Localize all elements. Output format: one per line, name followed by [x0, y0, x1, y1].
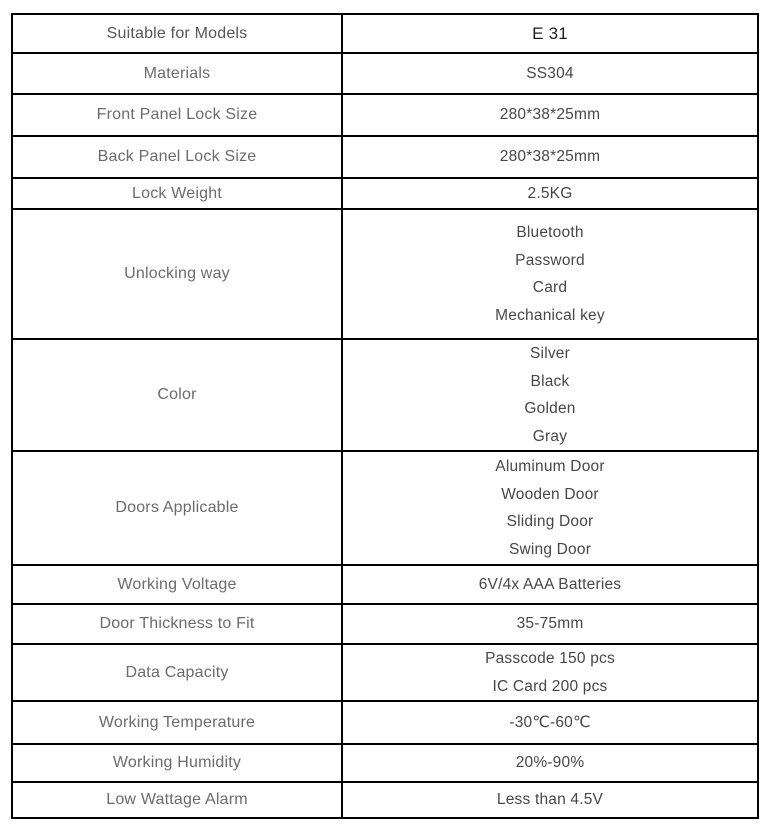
spec-value-line: Less than 4.5V [496, 791, 604, 809]
spec-value-line: 2.5KG [527, 184, 573, 202]
spec-label-door-thickness-to-fit: Door Thickness to Fit [12, 604, 342, 644]
spec-value-low-wattage-alarm [342, 782, 758, 818]
spec-value-line: Mechanical key [495, 306, 605, 324]
spec-value-line: IC Card 200 pcs [492, 677, 608, 695]
spec-value-working-voltage [342, 565, 758, 604]
spec-value-line: Card [532, 279, 568, 296]
spec-label-working-voltage: Working Voltage [12, 565, 342, 604]
spec-value-line: Sliding Door [506, 513, 594, 530]
spec-value-line: -30℃-60℃ [509, 713, 591, 731]
spec-value-back-panel-lock-size [342, 136, 758, 178]
spec-value-line: 35-75mm [516, 615, 584, 633]
spec-label-materials: Materials [12, 53, 342, 94]
spec-value-materials [342, 53, 758, 94]
table-row [12, 209, 758, 339]
spec-value-line: 280*38*25mm [499, 106, 601, 124]
spec-label-color: Color [12, 339, 342, 451]
table-row [12, 744, 758, 782]
spec-value-line: Wooden Door [501, 485, 599, 503]
table-row [12, 94, 758, 136]
spec-value-color [342, 339, 758, 451]
table-row [12, 136, 758, 178]
spec-value-door-thickness-to-fit [342, 604, 758, 644]
spec-value-line: SS304 [526, 64, 574, 82]
spec-label-unlocking-way: Unlocking way [12, 209, 342, 339]
spec-value-line: Aluminum Door [495, 458, 605, 475]
spec-value-line: Gray [532, 427, 568, 445]
table-row [12, 604, 758, 644]
spec-value-working-temperature [342, 701, 758, 744]
table-row [12, 178, 758, 209]
spec-label-suitable-for-models: Suitable for Models [12, 14, 342, 53]
spec-value-line: 20%-90% [515, 754, 585, 772]
spec-value-front-panel-lock-size [342, 94, 758, 136]
product-spec-table [11, 13, 759, 819]
table-row [12, 701, 758, 744]
spec-label-front-panel-lock-size: Front Panel Lock Size [12, 94, 342, 136]
spec-value-line: 6V/4x AAA Batteries [478, 575, 622, 593]
spec-label-low-wattage-alarm: Low Wattage Alarm [12, 782, 342, 818]
spec-value-doors-applicable [342, 451, 758, 565]
spec-value-line: 280*38*25mm [499, 148, 601, 166]
spec-label-back-panel-lock-size: Back Panel Lock Size [12, 136, 342, 178]
spec-label-working-temperature: Working Temperature [12, 701, 342, 744]
spec-value-line: Silver [530, 345, 570, 362]
spec-value-line: Golden [524, 400, 576, 417]
spec-value-lock-weight [342, 178, 758, 209]
table-row [12, 565, 758, 604]
spec-label-data-capacity: Data Capacity [12, 644, 342, 701]
spec-value-line: Passcode 150 pcs [485, 650, 615, 667]
spec-value-line: Password [515, 251, 585, 269]
table-row [12, 644, 758, 701]
table-row [12, 53, 758, 94]
spec-value-line: E 31 [532, 23, 568, 43]
spec-value-working-humidity [342, 744, 758, 782]
table-row [12, 339, 758, 451]
table-row [12, 14, 758, 53]
spec-label-lock-weight: Lock Weight [12, 178, 342, 209]
table-row [12, 782, 758, 818]
spec-value-line: Black [530, 372, 570, 390]
spec-value-line: Bluetooth [516, 224, 584, 241]
spec-value-unlocking-way [342, 209, 758, 339]
spec-value-data-capacity [342, 644, 758, 701]
spec-label-working-humidity: Working Humidity [12, 744, 342, 782]
table-row [12, 451, 758, 565]
spec-value-line: Swing Door [508, 540, 592, 558]
spec-label-doors-applicable: Doors Applicable [12, 451, 342, 565]
spec-value-model [342, 14, 758, 53]
